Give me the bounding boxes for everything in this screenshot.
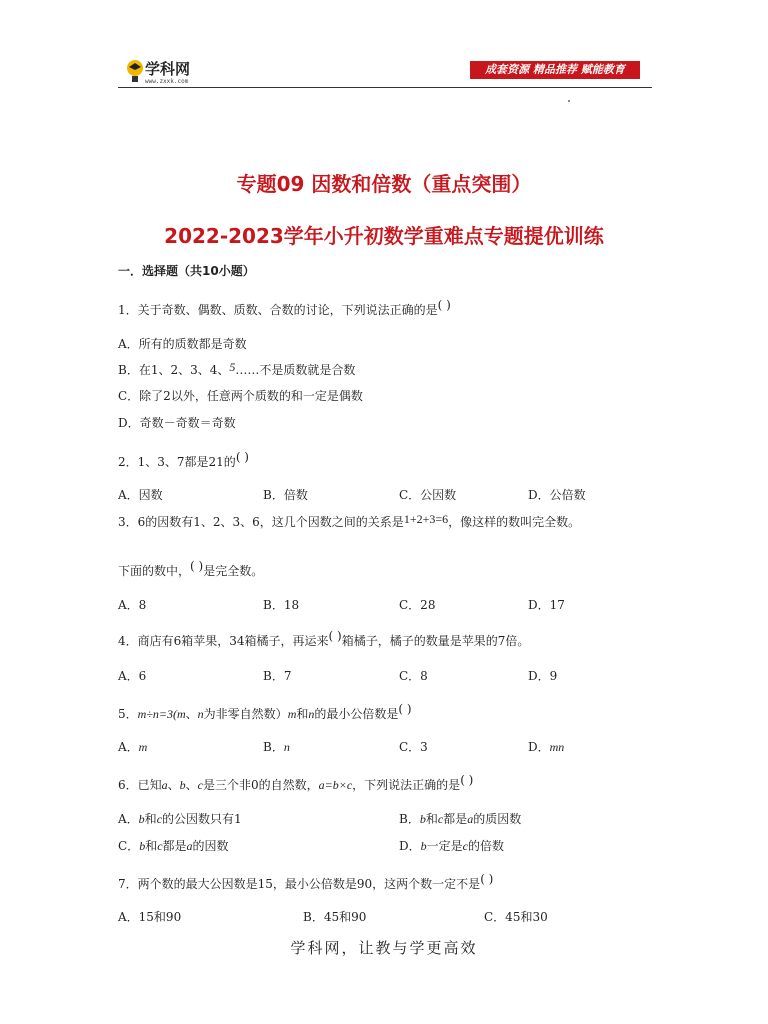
q4-option-c: C．8: [399, 669, 428, 683]
q6-option-d: [399, 837, 504, 854]
q2-option-c: C．公因数: [399, 488, 457, 502]
q6-a-math2: c: [156, 812, 163, 826]
q7-text: 7．两个数的最大公因数是15，最小公倍数是90，这两个数一定不是: [118, 877, 481, 891]
q6-b-text2: 都是: [443, 812, 468, 826]
q3-math: 1+2+3=6: [403, 512, 449, 526]
q2-text: 2．1、3、7都是21的: [118, 455, 236, 469]
q5-text3: 和: [296, 707, 309, 721]
q7-option-a: A．15和90: [118, 910, 182, 924]
q6-option-b: [399, 810, 521, 827]
q6-c-math3: a: [186, 839, 193, 853]
q3-text1: 3．6的因数有1、2、3、6，这几个因数之间的关系是: [118, 515, 404, 529]
q5-text4: 的最小公倍数是: [314, 707, 399, 721]
q5-option-a: [118, 738, 147, 755]
q6-text3: 、: [185, 778, 198, 792]
header-divider: [118, 87, 652, 88]
q1-option-c: C．除了2以外，任意两个质数的和一定是偶数: [118, 389, 363, 403]
q3-option-a: A．8: [118, 598, 147, 612]
question-4-stem: [118, 629, 530, 649]
q6-math-b: b: [179, 778, 186, 792]
q6-math-eq: a=b×c: [318, 778, 353, 792]
q6-c-label: C．: [118, 839, 140, 853]
q6-text5: ，下列说法正确的是: [352, 778, 461, 792]
logo-text: 学科网: [145, 60, 191, 78]
header-banner: 成套资源 精品推荐 赋能教育: [470, 61, 640, 79]
q1-paren: ( ): [437, 298, 451, 312]
q6-b-math2: c: [437, 812, 444, 826]
q1-option-a: A．所有的质数都是奇数: [118, 337, 247, 351]
q1-b-text1: B．在1、2、3、4、: [118, 363, 230, 377]
question-3-line2: [118, 559, 264, 579]
q5-math2: n: [197, 707, 204, 721]
q1-option-b: [118, 361, 355, 378]
q6-b-math1: b: [419, 812, 426, 826]
q6-paren: ( ): [460, 773, 474, 787]
q2-option-a: A．因数: [118, 488, 163, 502]
q1-b-text2: ……不是质数就是合数: [235, 363, 356, 377]
q6-option-a: [118, 810, 242, 827]
page-footer: 学科网，让教与学更高效: [290, 939, 478, 957]
q7-option-b: B．45和90: [303, 910, 367, 924]
section-heading: 一．选择题（共10小题）: [118, 264, 255, 278]
q5-option-b: [263, 738, 290, 755]
q6-d-math1: b: [420, 839, 427, 853]
q5-option-d: [528, 738, 564, 755]
page-subtitle: 2022-2023学年小升初数学重难点专题提优训练: [164, 224, 604, 248]
q3-line2-text2: 是完全数。: [203, 564, 264, 578]
question-6-stem: [118, 773, 474, 793]
q6-a-label: A．: [118, 812, 139, 826]
q5-text1: 、: [185, 707, 198, 721]
logo-icon: [125, 58, 145, 88]
q5-num: 5．: [118, 707, 138, 721]
q6-a-text2: 的公因数只有1: [162, 812, 242, 826]
q3-option-b: B．18: [263, 598, 300, 612]
question-5-stem: [118, 702, 412, 722]
q5-option-c: C．3: [399, 740, 428, 754]
q6-c-math1: b: [139, 839, 146, 853]
q1-b-math: 5: [229, 360, 236, 374]
q5-math3: m: [287, 707, 297, 721]
q3-option-d: D．17: [528, 598, 565, 612]
q6-text2: 、: [167, 778, 180, 792]
q5-b-math: n: [283, 740, 290, 754]
q6-b-text3: 的质因数: [473, 812, 522, 826]
q6-text4: 是三个非0的自然数，: [203, 778, 319, 792]
q2-option-b: B．倍数: [263, 488, 308, 502]
q6-b-math3: a: [467, 812, 474, 826]
q6-d-label: D．: [399, 839, 421, 853]
q6-math-a: a: [161, 778, 168, 792]
q5-text2: 为非零自然数）: [203, 707, 288, 721]
q2-option-d: D．公倍数: [528, 488, 586, 502]
q2-paren: ( ): [235, 450, 249, 464]
q5-b-label: B．: [263, 740, 284, 754]
q4-text1: 4．商店有6箱苹果，34箱橘子，再运来: [118, 634, 329, 648]
q1-text: 1．关于奇数、偶数、质数、合数的讨论，下列说法正确的是: [118, 303, 438, 317]
q6-b-label: B．: [399, 812, 420, 826]
q6-c-math2: c: [157, 839, 163, 853]
q6-d-text2: 的倍数: [467, 839, 504, 853]
q5-a-math: m: [138, 740, 148, 754]
q1-option-d: D．奇数－奇数＝奇数: [118, 416, 236, 430]
q6-math-c: c: [197, 778, 203, 792]
question-1-stem: [118, 298, 451, 318]
logo-url: www.zxxk.com: [145, 78, 189, 85]
q3-option-c: C．28: [399, 598, 436, 612]
page-title: 专题09 因数和倍数（重点突围）: [236, 172, 532, 196]
q5-a-label: A．: [118, 740, 139, 754]
q6-option-c: [118, 837, 229, 854]
q5-math1: m÷n=3(m: [137, 707, 186, 721]
q6-d-text1: 一定是: [426, 839, 463, 853]
question-2-stem: [118, 450, 249, 470]
decorative-dot: [568, 100, 570, 102]
q3-paren: ( ): [190, 559, 204, 573]
q5-paren: ( ): [398, 702, 412, 716]
q6-a-text1: 和: [144, 812, 157, 826]
question-3-stem: [118, 513, 580, 530]
q6-c-text1: 和: [145, 839, 158, 853]
q7-paren: ( ): [480, 872, 494, 886]
q5-math4: n: [308, 707, 315, 721]
question-7-stem: [118, 872, 494, 892]
q6-c-text2: 都是: [162, 839, 187, 853]
q7-option-c: C．45和30: [484, 910, 548, 924]
q4-option-a: A．6: [118, 669, 147, 683]
q6-b-text1: 和: [425, 812, 438, 826]
q4-paren: ( ): [328, 629, 342, 643]
q3-text2: ，像这样的数叫完全数。: [448, 515, 581, 529]
q5-d-math: mn: [549, 740, 565, 754]
q4-option-d: D．9: [528, 669, 558, 683]
q4-option-b: B．7: [263, 669, 292, 683]
q4-text2: 箱橘子，橘子的数量是苹果的7倍。: [341, 634, 530, 648]
q6-text1: 6．已知: [118, 778, 162, 792]
q5-d-label: D．: [528, 740, 550, 754]
q6-a-math1: b: [138, 812, 145, 826]
q6-c-text3: 的因数: [192, 839, 229, 853]
q3-line2-text1: 下面的数中，: [118, 564, 191, 578]
q6-d-math2: c: [462, 839, 468, 853]
